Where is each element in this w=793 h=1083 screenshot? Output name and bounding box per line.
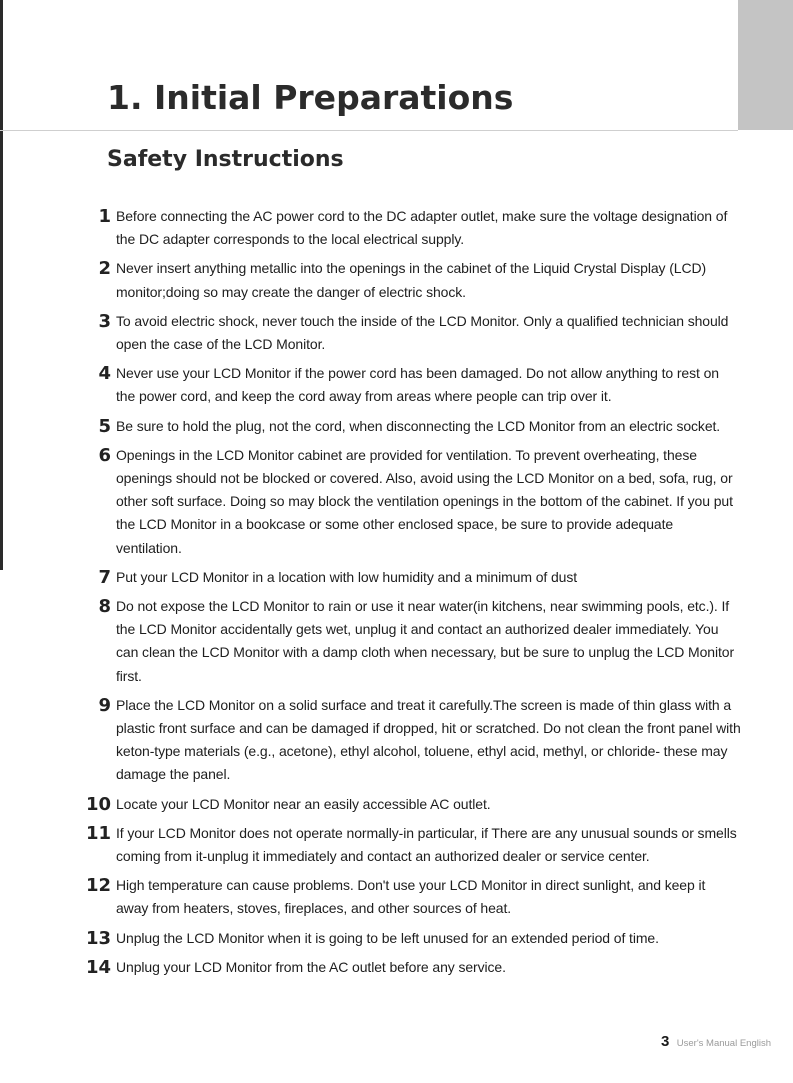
list-item [0, 444, 793, 560]
item-number: 12 [85, 875, 111, 897]
chapter-title: 1. Initial Preparations [107, 78, 514, 117]
list-item [0, 793, 793, 816]
chapter-tab [738, 0, 793, 130]
list-item [0, 257, 793, 303]
item-text: Openings in the LCD Monitor cabinet are provided for ventilation. To prevent overheating, these openings should not be blocked or covered. Also, avoid using the LCD Monitor on a bed, sofa, rug, or other soft surface. Doing so may block the ventilation openings in the bottom of the cabinet. If you put the LCD Monitor in a bookcase or some other enclosed space, be sure to provide adequate ventilation. [116, 446, 733, 556]
section-title: Safety Instructions [107, 147, 344, 172]
item-text: Be sure to hold the plug, not the cord, when disconnecting the LCD Monitor from an electric socket. [116, 417, 721, 434]
list-item [0, 694, 793, 787]
page-footer [661, 1033, 771, 1051]
item-number: 13 [85, 927, 111, 949]
title-divider [0, 130, 738, 131]
item-text: Do not expose the LCD Monitor to rain or use it near water(in kitchens, near swimming pools, etc.). If the LCD Monitor accidentally gets wet, unplug it and contact an authorized dealer immediately. You can clean the LCD Monitor with a damp cloth when necessary, but be sure to unplug the LCD Monitor first. [116, 598, 735, 684]
list-item [0, 956, 793, 979]
item-number: 4 [98, 363, 111, 385]
manual-label: User's Manual English [676, 1038, 771, 1049]
item-number: 14 [85, 956, 111, 978]
item-number: 3 [98, 310, 111, 332]
item-text: Never insert anything metallic into the openings in the cabinet of the Liquid Crystal Display (LCD) monitor;doing so may create the danger of electric shock. [116, 260, 707, 300]
item-text: Place the LCD Monitor on a solid surface and treat it carefully.The screen is made of thin glass with a plastic front surface and can be damaged if dropped, hit or scratched. Do not clean the front panel with keton-type materials (e.g., acetone), ethyl alcohol, toluene, ethyl acid, methyl, or chloride- these may damage the panel. [116, 696, 741, 783]
item-text: High temperature can cause problems. Don't use your LCD Monitor in direct sunlight, and keep it away from heaters, stoves, fireplaces, and other sources of heat. [116, 877, 706, 917]
item-number: 8 [98, 596, 111, 618]
item-text: If your LCD Monitor does not operate normally-in particular, if There are any unusual sounds or smells coming from it-unplug it immediately and contact an authorized dealer or service center. [116, 824, 737, 865]
item-text: Locate your LCD Monitor near an easily accessible AC outlet. [116, 795, 491, 812]
list-item [0, 595, 793, 688]
item-number: 10 [85, 793, 111, 815]
list-item [0, 310, 793, 356]
list-item [0, 822, 793, 868]
item-text: To avoid electric shock, never touch the inside of the LCD Monitor. Only a qualified technician should open the case of the LCD Monitor. [116, 312, 729, 353]
page-number: 3 [660, 1033, 670, 1050]
item-number: 5 [98, 415, 111, 437]
item-number: 11 [85, 822, 111, 844]
item-text: Unplug your LCD Monitor from the AC outlet before any service. [116, 958, 506, 975]
list-item [0, 205, 793, 251]
list-item [0, 874, 793, 920]
list-item [0, 566, 793, 589]
item-number: 1 [98, 206, 111, 227]
item-text: Put your LCD Monitor in a location with low humidity and a minimum of dust [116, 568, 578, 585]
item-number: 6 [98, 444, 111, 466]
item-text: Unplug the LCD Monitor when it is going to be left unused for an extended period of time. [116, 929, 659, 946]
item-number: 9 [98, 694, 111, 716]
list-item [0, 415, 793, 438]
item-text: Before connecting the AC power cord to the DC adapter outlet, make sure the voltage designation of the DC adapter corresponds to the local electrical supply. [116, 208, 728, 248]
item-number: 2 [98, 258, 111, 280]
item-text: Never use your LCD Monitor if the power cord has been damaged. Do not allow anything to rest on the power cord, and keep the cord away from areas where people can trip over it. [116, 365, 719, 405]
item-number: 7 [98, 566, 111, 588]
safety-instructions-list [0, 205, 793, 985]
list-item [0, 927, 793, 950]
list-item [0, 362, 793, 408]
